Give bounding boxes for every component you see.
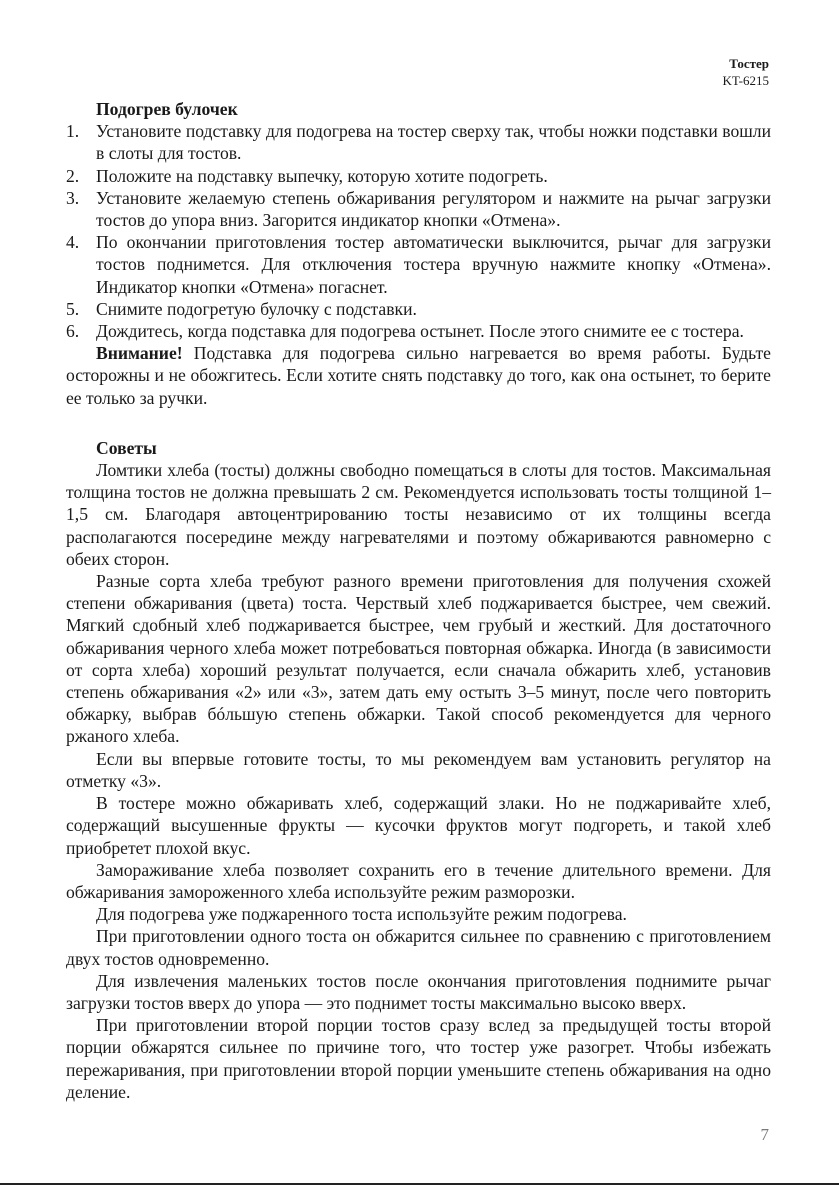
list-item bbox=[66, 298, 771, 320]
list-item bbox=[66, 120, 771, 164]
step-text: Установите подставку для подогрева на тостер сверху так, чтобы ножки подставки вошли в слоты для тостов. bbox=[96, 121, 771, 164]
tip-paragraph: При приготовлении одного тоста он обжарится сильнее по сравнению с приготовлением двух тостов одновременно. bbox=[66, 926, 771, 969]
list-item bbox=[66, 231, 771, 298]
section-heading-warming: Подогрев булочек bbox=[96, 99, 238, 119]
tip-paragraph: В тостере можно обжаривать хлеб, содержащий злаки. Но не поджаривайте хлеб, содержащий высушенные фрукты — кусочки фруктов могут подгореть, и такой хлеб приобретет плохой вкус. bbox=[66, 793, 771, 858]
tip-paragraph: Если вы впервые готовите тосты, то мы рекомендуем вам установить регулятор на отметку «3». bbox=[66, 748, 771, 791]
header-product: Тостер bbox=[729, 56, 769, 71]
section-gap bbox=[66, 409, 771, 437]
tip-paragraph: Для подогрева уже поджаренного тоста используйте режим подогрева. bbox=[96, 904, 627, 925]
list-item bbox=[66, 165, 771, 187]
step-text: Установите желаемую степень обжаривания регулятором и нажмите на рычаг загрузки тостов до упора вниз. Загорится индикатор кнопки «Отмена». bbox=[96, 187, 771, 231]
header-model: KT-6215 bbox=[722, 73, 769, 88]
step-number: 6. bbox=[66, 321, 80, 342]
step-text: По окончании приготовления тостер автоматически выключится, рычаг для загрузки тостов поднимется. Для отключения тостера вручную нажмите кнопку «Отмена». Индикатор кнопки «Отмена» погаснет. bbox=[96, 232, 771, 297]
tip-paragraph: При приготовлении второй порции тостов сразу вслед за предыдущей тосты второй порции обжарятся сильнее по причине того, что тостер уже разогрет. Чтобы избежать пережаривания, при приготовлении второй порции уменьшите степень обжаривания на одно деление. bbox=[66, 1015, 771, 1102]
page-content bbox=[66, 98, 771, 1103]
step-text: Положите на подставку выпечку, которую хотите подогреть. bbox=[96, 165, 548, 186]
list-item bbox=[66, 187, 771, 231]
step-number: 3. bbox=[66, 187, 80, 208]
step-number: 5. bbox=[66, 298, 80, 319]
warning-label: Внимание! bbox=[96, 343, 183, 364]
tip-paragraph: Ломтики хлеба (тосты) должны свободно помещаться в слоты для тостов. Максимальная толщина тостов не должна превышать 2 см. Рекомендуется использовать тосты толщиной 1–1,5 см. Благодаря автоцентрированию тосты независимо от их толщины всегда располагаются посередине между нагревателями и поэтому обжариваются равномерно с обеих сторон. bbox=[66, 460, 771, 569]
step-number: 4. bbox=[66, 232, 80, 253]
warning-paragraph bbox=[66, 342, 771, 409]
page-header bbox=[723, 55, 769, 89]
step-text: Снимите подогретую булочку с подставки. bbox=[96, 298, 417, 319]
page-number: 7 bbox=[760, 1125, 769, 1144]
step-text: Дождитесь, когда подставка для подогрева остынет. После этого снимите ее с тостера. bbox=[96, 321, 744, 342]
section-heading-tips: Советы bbox=[96, 437, 157, 458]
tip-paragraph: Замораживание хлеба позволяет сохранить его в течение длительного времени. Для обжаривания замороженного хлеба используйте режим разморозки. bbox=[66, 859, 771, 902]
warning-text: Подставка для подогрева сильно нагревается во время работы. Будьте осторожны и не обожгитесь. Если хотите снять подставку до того, как она остынет, то берите ее только за ручки. bbox=[66, 343, 771, 408]
step-number: 2. bbox=[66, 165, 80, 186]
tip-paragraph: Разные сорта хлеба требуют разного времени приготовления для получения схожей степени обжаривания (цвета) тоста. Черствый хлеб поджаривается быстрее, чем свежий. Мягкий сдобный хлеб поджаривается быстрее, чем грубый и жесткий. Для достаточного обжаривания черного хлеба может потребоваться повторная обжарка. Иногда (в зависимости от сорта хлеба) хороший результат получается, если сначала обжарить хлеб, установив степень обжаривания «2» или «3», затем дать ему остыть 3–5 минут, после чего повторить обжарку, выбрав бóльшую степень обжарки. Такой способ рекомендуется для черного ржаного хлеба. bbox=[66, 571, 771, 747]
bottom-divider bbox=[0, 1183, 839, 1185]
step-number: 1. bbox=[66, 121, 80, 142]
warming-steps-list bbox=[66, 120, 771, 342]
list-item bbox=[66, 320, 771, 342]
tip-paragraph: Для извлечения маленьких тостов после окончания приготовления поднимите рычаг загрузки тостов вверх до упора — это поднимет тосты максимально высоко вверх. bbox=[66, 970, 771, 1013]
